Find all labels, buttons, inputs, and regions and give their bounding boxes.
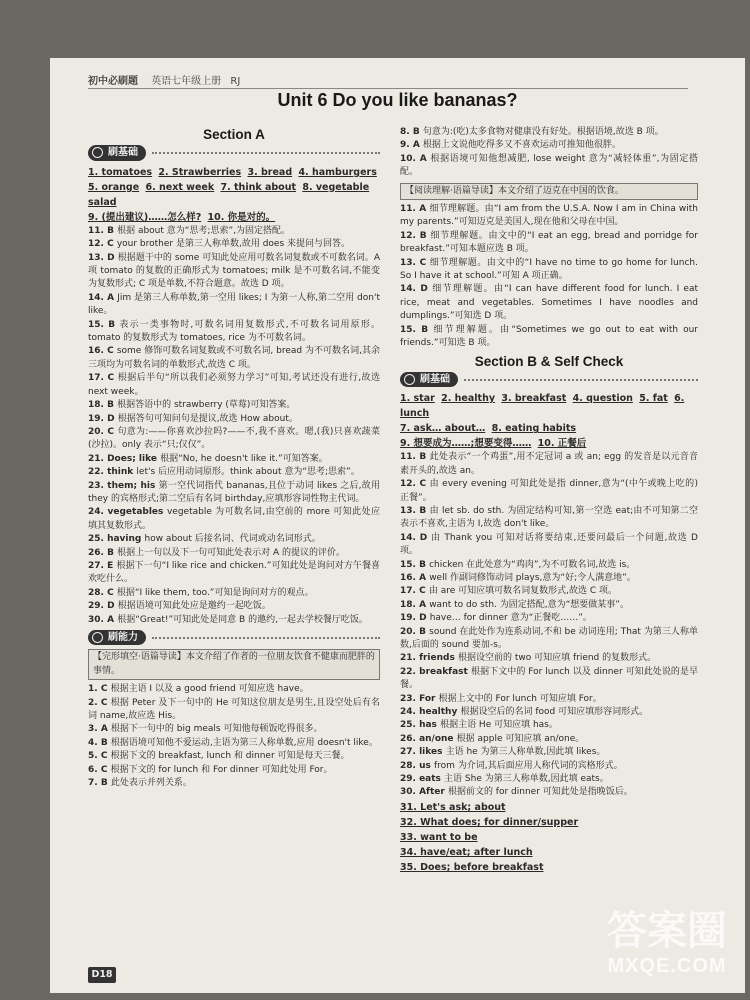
answer-key: 22. think (88, 467, 137, 478)
answer-explanation: 细节理解题。由“Sometimes we go out to eat with our friends.”可知选 B 项。 (400, 324, 698, 349)
fill-answer: 1. star (400, 393, 435, 405)
fill-row (88, 180, 380, 210)
fill-in-answers (400, 391, 698, 451)
answer-item (88, 547, 380, 560)
right-column (400, 126, 698, 875)
answer-explanation: how about 后接名词、代词或动名词形式。 (144, 534, 321, 545)
answer-explanation: chicken 在此处意为“鸡肉”,为不可数名词,故选 is。 (429, 559, 636, 570)
answer-key: 12. C (88, 239, 117, 250)
answer-key: 14. D (400, 284, 433, 295)
series-name: 初中必刷题 (88, 76, 138, 87)
answer-item (88, 723, 380, 736)
answer-key: 12. B (400, 230, 431, 241)
subject-name: 英语七年级上册 (151, 76, 222, 87)
answer-key: 7. B (88, 778, 111, 789)
answer-list (400, 203, 698, 350)
answer-key: 29. D (88, 601, 118, 612)
answer-item (88, 614, 380, 627)
answer-explanation: 根据 Peter 及下一句中的 He 可知这位朋友是男生,且设空处后有名词 name,故应选 His。 (88, 697, 380, 722)
answer-item (88, 560, 380, 587)
badge-label: 刷基础 (420, 373, 450, 385)
cloze-passage-intro: 【完形填空·语篇导读】本文介绍了作者的一位朋友饮食不健康而肥胖的事情。 (88, 649, 380, 680)
answer-explanation: 根据后半句“所以我们必须努力学习”可知,考试还没有进行,故选 next week。 (88, 373, 380, 397)
fill-row (400, 815, 698, 830)
pen-icon (92, 147, 103, 158)
unit-title: Unit 6 Do you like bananas? (277, 90, 518, 110)
answer-key: 19. D (400, 613, 430, 624)
answer-item (88, 750, 380, 763)
answer-explanation: from 为介词,其后面应用人称代词的宾格形式。 (433, 760, 623, 771)
watermark-url: MXQE.COM (607, 955, 727, 977)
answer-item (400, 760, 698, 773)
fill-answer: 33. want to be (400, 831, 478, 843)
answer-key: 26. an/one (400, 733, 457, 744)
answer-item (88, 683, 380, 696)
answer-explanation: 根据下文的 for lunch 和 For dinner 可知此处用 For。 (110, 764, 333, 775)
answer-explanation: some 修饰可数名词复数或不可数名词, bread 为不可数名词,其余三项均为可数名词的单数形式,故选 C 项。 (88, 346, 380, 370)
answer-item (88, 777, 380, 790)
answer-key: 27. E (88, 560, 117, 571)
answer-explanation: 根据主语 I 以及 a good friend 可知应选 have。 (110, 684, 309, 695)
answer-explanation: have… for dinner 意为“正餐吃……”。 (429, 613, 592, 624)
answer-explanation: 句意为:(吃)太多食物对健康没有好处。根据语境,故选 B 项。 (422, 127, 664, 137)
answer-explanation: 根据“No, he doesn't like it.”可知答案。 (160, 453, 328, 464)
fill-row (400, 391, 698, 421)
answer-item (400, 126, 698, 139)
answer-explanation: 根据下文的 breakfast, lunch 和 dinner 可知是每天三餐。 (110, 751, 350, 762)
answer-item (400, 719, 698, 732)
pen-icon (92, 632, 103, 643)
answer-explanation: 根据下文中的 For lunch 以及 dinner 可知此处说的是早餐。 (400, 666, 698, 691)
answer-key: 13. C (400, 257, 430, 268)
answer-explanation: 根据 about 意为“思考;思索”,为固定搭配。 (117, 225, 290, 236)
answer-explanation: 根据设空前的 two 可知应填 friend 的复数形式。 (457, 653, 657, 664)
answer-item (88, 345, 380, 372)
answer-explanation: 根据下一句“I like rice and chicken.”可知此处是询问对方午餐喜欢吃什么。 (88, 560, 380, 585)
answer-explanation: 细节理解题。由“I am from the U.S.A. Now I am in China with my parents.”可知迈克是美国人,现在他和父母在中国。 (400, 204, 698, 228)
answer-key: 2. C (88, 697, 111, 708)
answer-item (88, 480, 380, 507)
textbook-page (50, 58, 745, 993)
answer-item (88, 238, 380, 251)
fill-answer: 10. 你是对的。 (207, 211, 276, 223)
answer-explanation: 主语 he 为第三人称单数,因此填 likes。 (445, 747, 606, 758)
answer-key: 21. Does; like (88, 453, 161, 464)
answer-item (88, 506, 380, 533)
answer-item (400, 773, 698, 786)
pen-icon (404, 374, 415, 385)
answer-key: 17. C (88, 373, 118, 384)
answer-key: 21. friends (400, 653, 458, 664)
answer-explanation: 主语 She 为第三人称单数,因此填 eats。 (444, 774, 609, 785)
answer-explanation: 根据题干中的 some 可知此处应用可数名词复数或不可数名词。A 项 tomato 的复数的正确形式为 tomatoes; milk 是不可数名词,不能变为复数形式; C 项是单数,不符合题意。故选 D 项。 (88, 252, 380, 290)
answer-key: 18. B (88, 400, 118, 411)
answer-key: 10. A (400, 153, 431, 164)
answer-explanation: 根据上一句以及下一句可知此处表示对 A 的提议的评价。 (117, 547, 345, 558)
answer-explanation: let's 后应用动词原形。think about 意为“思考;思索”。 (136, 467, 360, 478)
fill-answer: 6. lunch (400, 393, 685, 420)
answer-item (400, 559, 698, 572)
basic-practice-badge (88, 145, 380, 160)
answer-explanation: 根据上文说他吃得多又不喜欢运动可推知他很胖。 (422, 140, 621, 151)
fill-answer: 9. (提出建议)……怎么样? (88, 211, 202, 223)
answer-key: 8. B (400, 127, 423, 137)
answer-key: 22. breakfast (400, 666, 472, 677)
answer-key: 11. B (88, 225, 118, 236)
fill-answer: 7. think about (220, 181, 297, 193)
answer-item (400, 324, 698, 351)
fill-answer: 10. 正餐后 (537, 438, 587, 450)
answer-key: 30. After (400, 787, 448, 798)
answer-explanation: Jim 是第三人称单数,第一空用 likes; I 为第一人称,第二空用 don't like。 (88, 292, 380, 317)
ability-practice-badge (88, 630, 380, 645)
fill-answer: 5. fat (639, 393, 668, 405)
fill-answer: 2. Strawberries (158, 166, 242, 178)
answer-key: 11. A (400, 204, 430, 215)
answer-explanation: 根据“I like them, too.”可知是询问对方的观点。 (116, 587, 314, 598)
answer-item (88, 413, 380, 426)
answer-item (88, 426, 380, 453)
fill-answer: 1. tomatoes (88, 166, 153, 178)
fill-answer: 9. 想要成为……;想要变得…… (400, 438, 532, 450)
fill-row (400, 436, 698, 451)
answer-key: 11. B (400, 452, 430, 463)
answer-explanation: 由 are 可知应填可数名词复数形式,故选 C 项。 (428, 586, 617, 597)
answer-key: 24. vegetables (88, 507, 167, 518)
fill-row (400, 800, 698, 815)
answer-item (400, 746, 698, 759)
watermark-logo (597, 907, 737, 987)
fill-answer: 35. Does; before breakfast (400, 861, 544, 873)
answer-explanation: 根据语境可知他想减肥, lose weight 意为“减轻体重”,为固定搭配。 (400, 153, 698, 178)
answer-explanation: 表示一类事物时,可数名词用复数形式,不可数名词用原形。tomato 的复数形式为 tomatoes, rice 为不可数名词。 (88, 319, 380, 344)
running-header (88, 72, 240, 87)
answer-explanation: 由 every evening 可知此处是指 dinner,意为“(中午或晚上吃的)正餐”。 (400, 479, 698, 503)
edition-tag: RJ (230, 76, 241, 87)
section-b-title: Section B & Self Check (474, 353, 624, 369)
fill-answer: 34. have/eat; after lunch (400, 846, 533, 858)
answer-list (88, 225, 380, 627)
answer-item (400, 505, 698, 532)
answer-explanation: 细节理解题。由文中的“I have no time to go home for lunch. So I have it at school.”可知 A 项正确。 (400, 257, 698, 282)
fill-row (88, 165, 380, 180)
answer-explanation: want to do sth. 为固定搭配,意为“想要做某事”。 (429, 599, 629, 610)
answer-key: 18. A (400, 599, 430, 610)
answer-key: 14. A (88, 292, 118, 303)
answer-item (88, 292, 380, 319)
answer-item (88, 399, 380, 412)
answer-key: 6. C (88, 764, 111, 775)
fill-in-answers (400, 800, 698, 875)
fill-row (400, 421, 698, 436)
answer-explanation: 第一空代词指代 bananas,且位于动词 likes 之后,故用 they 的宾格形式;第二空后有名词 birthday,应填形容词性物主代词。 (88, 480, 381, 504)
answer-item (88, 764, 380, 777)
fill-in-answers (88, 165, 380, 225)
answer-key: 28. us (400, 760, 434, 771)
answer-key: 1. C (88, 684, 111, 695)
fill-row (400, 845, 698, 860)
fill-row (400, 860, 698, 875)
fill-answer: 32. What does; for dinner/supper (400, 816, 579, 828)
answer-item (400, 612, 698, 625)
fill-row (400, 830, 698, 845)
answer-item (88, 319, 380, 346)
answer-explanation: 根据主语 He 可知应填 has。 (440, 720, 558, 731)
reading-passage-intro: 【阅读理解·语篇导读】本文介绍了迈克在中国的饮食。 (400, 183, 698, 200)
answer-explanation: 根据语境可知此处应是邀约一起吃饭。 (117, 601, 271, 612)
answer-key: 12. C (400, 479, 430, 490)
fill-answer: 8. eating habits (491, 423, 577, 435)
answer-item (400, 283, 698, 323)
answer-item (400, 451, 698, 478)
answer-key: 13. B (400, 505, 430, 516)
left-column (88, 126, 380, 790)
answer-item (400, 585, 698, 598)
badge-label: 刷基础 (108, 147, 138, 159)
answer-item (400, 153, 698, 180)
answer-key: 26. B (88, 547, 118, 558)
answer-explanation: sound 在此处作为连系动词,不和 be 动词连用; That 为第三人称单数,后面的 sound 要加-s。 (400, 626, 698, 650)
answer-list (88, 683, 380, 790)
answer-explanation: well 作副词修饰动词 plays,意为“好;令人满意地”。 (429, 572, 636, 583)
fill-answer: 31. Let's ask; about (400, 801, 506, 813)
dotted-divider (152, 152, 380, 154)
answer-key: 20. B (400, 626, 430, 637)
answer-key: 15. B (400, 559, 430, 570)
answer-key: 30. A (88, 614, 118, 625)
answer-explanation: 根据前文的 for dinner 可知此处是指晚饭后。 (447, 787, 633, 798)
answer-item (400, 652, 698, 665)
answer-explanation: 由 let sb. do sth. 为固定结构可知,第一空选 eat;由不可知第二空表示不喜欢,主语为 I,故选 don't like。 (400, 505, 698, 530)
answer-explanation: 根据答语中的 strawberry (草莓)可知答案。 (117, 400, 296, 411)
basic-practice-badge (400, 372, 698, 387)
answer-item (400, 203, 698, 230)
section-a-title: Section A (203, 127, 265, 142)
answer-explanation: your brother 是第三人称单数,故用 does 来提问与回答。 (116, 239, 351, 250)
answer-item (400, 693, 698, 706)
answer-key: 4. B (88, 737, 111, 748)
answer-key: 23. For (400, 693, 439, 704)
badge-label: 刷能力 (108, 632, 138, 643)
answer-item (400, 599, 698, 612)
answer-explanation: 根据设空后的名词 food 可知应填形容词形式。 (460, 707, 649, 718)
answer-key: 23. them; his (88, 480, 159, 491)
header-rule (88, 88, 688, 89)
answer-explanation: 根据 apple 可知应填 an/one。 (456, 733, 585, 744)
answer-key: 25. has (400, 720, 441, 731)
answer-key: 15. B (88, 319, 120, 330)
answer-key: 3. A (88, 724, 111, 735)
answer-explanation: 句意为:——你喜欢沙拉吗?——不,我不喜欢。嗯,(我)只喜欢蔬菜(沙拉)。only 表示“只;仅仅”。 (88, 426, 380, 451)
answer-item (400, 572, 698, 585)
fill-answer: 2. healthy (441, 393, 496, 405)
answer-item (400, 478, 698, 505)
answer-key: 5. C (88, 751, 111, 762)
answer-key: 9. A (400, 140, 423, 151)
answer-item (400, 786, 698, 799)
answer-explanation: 由 Thank you 可知对话将要结束,还要问最后一个问题,故选 D 项。 (400, 532, 698, 557)
answer-key: 19. D (88, 413, 118, 424)
answer-item (88, 697, 380, 724)
answer-explanation: 根据上文中的 For lunch 可知应填 For。 (438, 693, 602, 704)
answer-key: 16. C (88, 346, 117, 357)
answer-item (400, 666, 698, 693)
answer-item (400, 139, 698, 152)
answer-explanation: 此处表示并列关系。 (110, 778, 192, 789)
answer-item (400, 626, 698, 653)
answer-item (88, 252, 380, 292)
fill-answer: 7. ask… about… (400, 423, 486, 435)
answer-item (88, 225, 380, 238)
dotted-divider (152, 637, 380, 639)
fill-answer: 3. breakfast (501, 393, 567, 405)
answer-explanation: 根据下一句中的 big meals 可知他每顿饭吃得很多。 (110, 724, 323, 735)
dotted-divider (464, 379, 698, 381)
page-number: D18 (88, 967, 116, 983)
answer-item (400, 532, 698, 559)
answer-item (88, 533, 380, 546)
fill-answer: 4. hamburgers (298, 166, 377, 178)
answer-item (400, 257, 698, 284)
answer-explanation: 细节理解题。由文中的“I eat an egg, bread and porridge for breakfast.”可知本题应选 B 项。 (400, 230, 698, 255)
answer-item (400, 733, 698, 746)
answer-list (400, 126, 698, 180)
answer-explanation: 细节理解题。由“I can have different food for lunch. I eat rice, meat and vegetables. Sometimes I have noodles and dumplings.”可知选 D 项。 (400, 284, 698, 322)
fill-answer: 3. bread (247, 166, 293, 178)
answer-item (88, 600, 380, 613)
answer-list (400, 451, 698, 800)
watermark-text: 答案圈 (607, 908, 727, 954)
answer-key: 24. healthy (400, 707, 461, 718)
answer-explanation: 此处表示“一个鸡蛋”,用不定冠词 a 或 an; egg 的发音是以元音音素开头的,故选 an。 (400, 452, 698, 476)
answer-key: 17. C (400, 586, 429, 597)
answer-item (400, 230, 698, 257)
answer-key: 14. D (400, 532, 432, 543)
answer-key: 13. D (88, 252, 118, 263)
answer-explanation: 根据“Great!”可知此处是同意 B 的邀约,一起去学校餐厅吃饭。 (117, 614, 368, 625)
answer-item (88, 737, 380, 750)
answer-key: 29. eats (400, 774, 445, 785)
answer-explanation: 根据语境可知他不爱运动,主语为第三人称单数,应用 doesn't like。 (110, 737, 378, 748)
answer-item (88, 587, 380, 600)
answer-item (88, 466, 380, 479)
answer-item (400, 706, 698, 719)
answer-key: 20. C (88, 426, 118, 437)
answer-key: 15. B (400, 324, 434, 335)
answer-item (88, 372, 380, 399)
answer-explanation: vegetable 为可数名词,由空前的 more 可知此处应填其复数形式。 (88, 507, 381, 531)
fill-row (88, 210, 380, 225)
answer-key: 27. likes (400, 747, 446, 758)
fill-answer: 6. next week (145, 181, 215, 193)
answer-key: 16. A (400, 572, 430, 583)
fill-answer: 8. vegetable salad (88, 181, 370, 208)
answer-explanation: 根据答句可知问句是提议,故选 How about。 (117, 413, 298, 424)
fill-answer: 4. question (572, 393, 633, 405)
answer-item (88, 453, 380, 466)
answer-key: 25. having (88, 534, 145, 545)
fill-answer: 5. orange (88, 181, 140, 193)
answer-key: 28. C (88, 587, 117, 598)
